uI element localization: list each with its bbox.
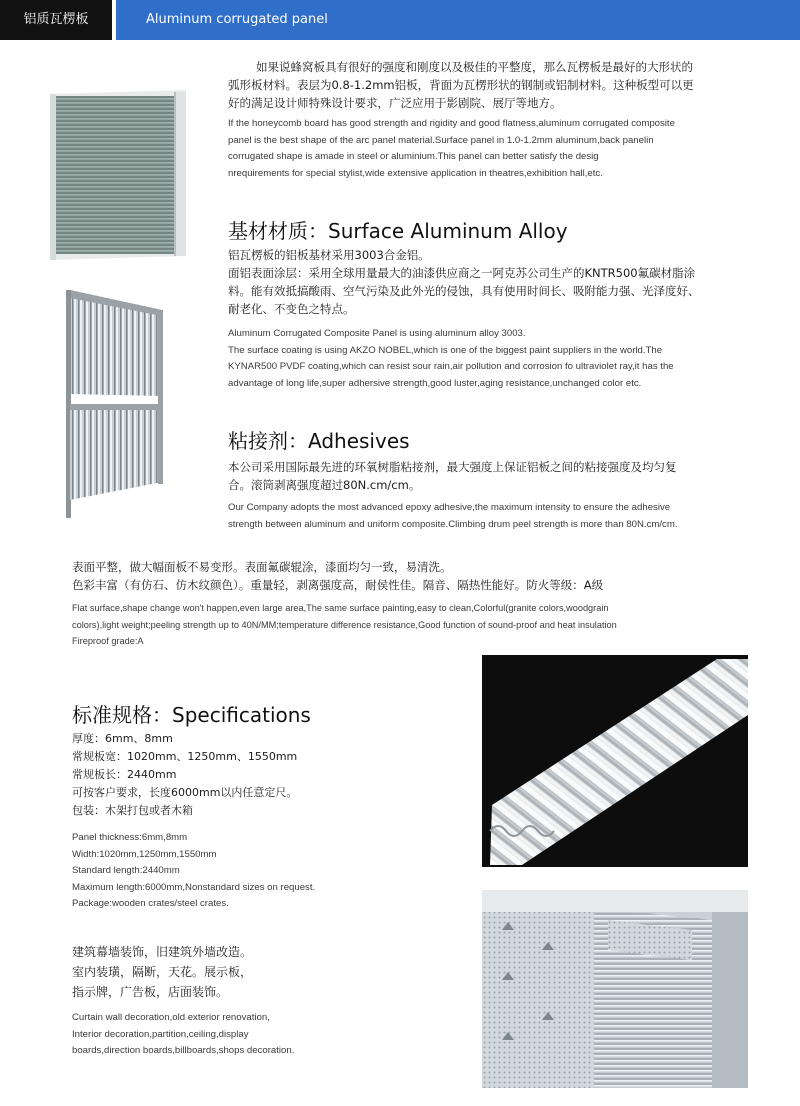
composite-panel-photo bbox=[62, 286, 172, 522]
corrugated-panel-photo bbox=[44, 90, 190, 260]
intro-zh-line: 如果说蜂窝板具有很好的强度和刚度以及极佳的平整度，那么瓦楞板是最好的大形状的 bbox=[256, 60, 693, 74]
specs-en-line: Width:1020mm,1250mm,1550mm bbox=[72, 848, 217, 860]
usage-zh bbox=[72, 942, 452, 1002]
surface-zh bbox=[228, 246, 788, 318]
header-title-zh: 铝质瓦楞板 bbox=[0, 0, 112, 40]
specs-zh-line: 厚度：6mm、8mm bbox=[72, 732, 173, 745]
adhesives-en-line: strength between aluminum and uniform composite.Climbing drum peel strength is more than 80N.cm/cm. bbox=[228, 518, 678, 530]
specs-en-line: Panel thickness:6mm,8mm bbox=[72, 832, 188, 843]
features-en-line: Flat surface,shape change won't happen,even large area,The same surface painting,easy to clean,Colorful(granite colors,woodgrain bbox=[72, 603, 609, 613]
specs-zh-line: 包装：木架打包或者木箱 bbox=[72, 804, 193, 817]
header-title-en: Aluminum corrugated panel bbox=[116, 0, 800, 40]
specs-zh-line: 可按客户要求，长度6000mm以内任意定尺。 bbox=[72, 786, 298, 799]
surface-heading: 基材材质：Surface Aluminum Alloy bbox=[228, 219, 568, 243]
specs-en-line: Maximum length:6000mm,Nonstandard sizes on request. bbox=[72, 881, 316, 893]
intro-en-line: nrequirements for special stylist,wide extensive application in theatres,exhibition hall,etc. bbox=[228, 167, 603, 179]
surface-zh-line: 料。能有效抵搞酸雨、空气污染及此外光的侵蚀，具有使用时间长、吸附能力强、光泽度好、 bbox=[228, 284, 700, 298]
intro-zh bbox=[228, 58, 788, 112]
features-en-line: Fireproof grade:A bbox=[72, 636, 144, 646]
usage-zh-line: 指示牌，广告板，店面装饰。 bbox=[72, 985, 229, 999]
adhesives-zh bbox=[228, 458, 798, 494]
usage-en-line: Interior decoration,partition,ceiling,display bbox=[72, 1028, 249, 1040]
intro-en-line: corrugated shape is amade in steel or aluminium.This panel can better satisfy the desig bbox=[228, 151, 599, 162]
surface-zh-line: 耐老化、不变色之特点。 bbox=[228, 302, 355, 316]
specs-en-line: Package:wooden crates/steel crates. bbox=[72, 898, 229, 909]
specs-zh-line: 常规板宽：1020mm、1250mm、1550mm bbox=[72, 750, 298, 763]
intro-zh-line: 弧形板材料。表层为0.8-1.2mm铝板，背面为瓦楞形状的钢制或铝制材料。这种板型可以更 bbox=[228, 78, 694, 92]
corrugated-sheet-photo bbox=[482, 655, 748, 867]
usage-en-line: boards,direction boards,billboards,shops decoration. bbox=[72, 1045, 295, 1056]
usage-en bbox=[72, 1010, 452, 1060]
intro-en bbox=[228, 116, 788, 182]
specs-en bbox=[72, 830, 472, 913]
surface-en bbox=[228, 326, 788, 392]
features-en bbox=[72, 600, 796, 650]
specs-zh bbox=[72, 730, 472, 820]
specs-zh-line: 常规板长：2440mm bbox=[72, 768, 177, 781]
surface-en-line: Aluminum Corrugated Composite Panel is using aluminum alloy 3003. bbox=[228, 328, 526, 339]
usage-zh-line: 室内装璜，隔断，天花。展示板， bbox=[72, 965, 253, 979]
surface-en-line: The surface coating is using AKZO NOBEL,which is one of the biggest paint suppliers in the world.The bbox=[228, 344, 663, 356]
surface-en-line: KYNAR500 PVDF coating,which can resist sour rain,air pollution and corrosion fo ultraviolet ray,it has the bbox=[228, 361, 674, 372]
features-zh-line: 表面平整，做大幅面板不易变形。表面氟碳辊涂，漆面均匀一致，易清洗。 bbox=[72, 560, 452, 574]
features-en-line: colors),light weight;peeling strength up to 40N/MM;temperature difference resistance,Good function of sound-proof and heat insulation bbox=[72, 619, 617, 630]
adhesives-zh-line: 合。滚筒剥离强度超过80N.cm/cm。 bbox=[228, 478, 421, 492]
usage-zh-line: 建筑幕墙装饰，旧建筑外墙改造。 bbox=[72, 945, 253, 959]
intro-en-line: If the honeycomb board has good strength and rigidity and good flatness,aluminum corrugated composite bbox=[228, 118, 675, 129]
adhesives-zh-line: 本公司采用国际最先进的环氧树脂粘接剂，最大强度上保证铝板之间的粘接强度及均匀复 bbox=[228, 460, 677, 474]
surface-zh-line: 面铝表面涂层：采用全球用量最大的油漆供应商之一阿克苏公司生产的KNTR500氟碳材脂涂 bbox=[228, 266, 696, 280]
specs-heading: 标准规格：Specifications bbox=[72, 703, 311, 727]
features-zh-line: 色彩丰富（有仿石、仿木纹颜色）。重量轻，剥离强度高，耐侯性佳。隔音、隔热性能好。防火等级：A级 bbox=[72, 578, 604, 592]
perforated-panels-photo bbox=[482, 890, 748, 1088]
specs-en-line: Standard length:2440mm bbox=[72, 865, 180, 876]
adhesives-en-line: Our Company adopts the most advanced epoxy adhesive,the maximum intensity to ensure the adhesive bbox=[228, 502, 671, 513]
page-header bbox=[0, 0, 800, 40]
features-zh bbox=[72, 558, 796, 594]
surface-zh-line: 铝瓦楞板的铝板基材采用3003合金铝。 bbox=[228, 248, 430, 262]
adhesives-en bbox=[228, 500, 798, 533]
surface-en-line: advantage of long life,super adhersive strength,good luster,aging resistance,unchanged color etc. bbox=[228, 377, 642, 389]
intro-zh-line: 好的满足设计师特殊设计要求，广泛应用于影剧院、展厅等地方。 bbox=[228, 96, 562, 110]
intro-en-line: panel is the best shape of the arc panel material.Surface panel in 1.0-1.2mm aluminum,back panelin bbox=[228, 134, 654, 146]
adhesives-heading: 粘接剂：Adhesives bbox=[228, 429, 410, 453]
usage-en-line: Curtain wall decoration,old exterior renovation, bbox=[72, 1012, 270, 1023]
